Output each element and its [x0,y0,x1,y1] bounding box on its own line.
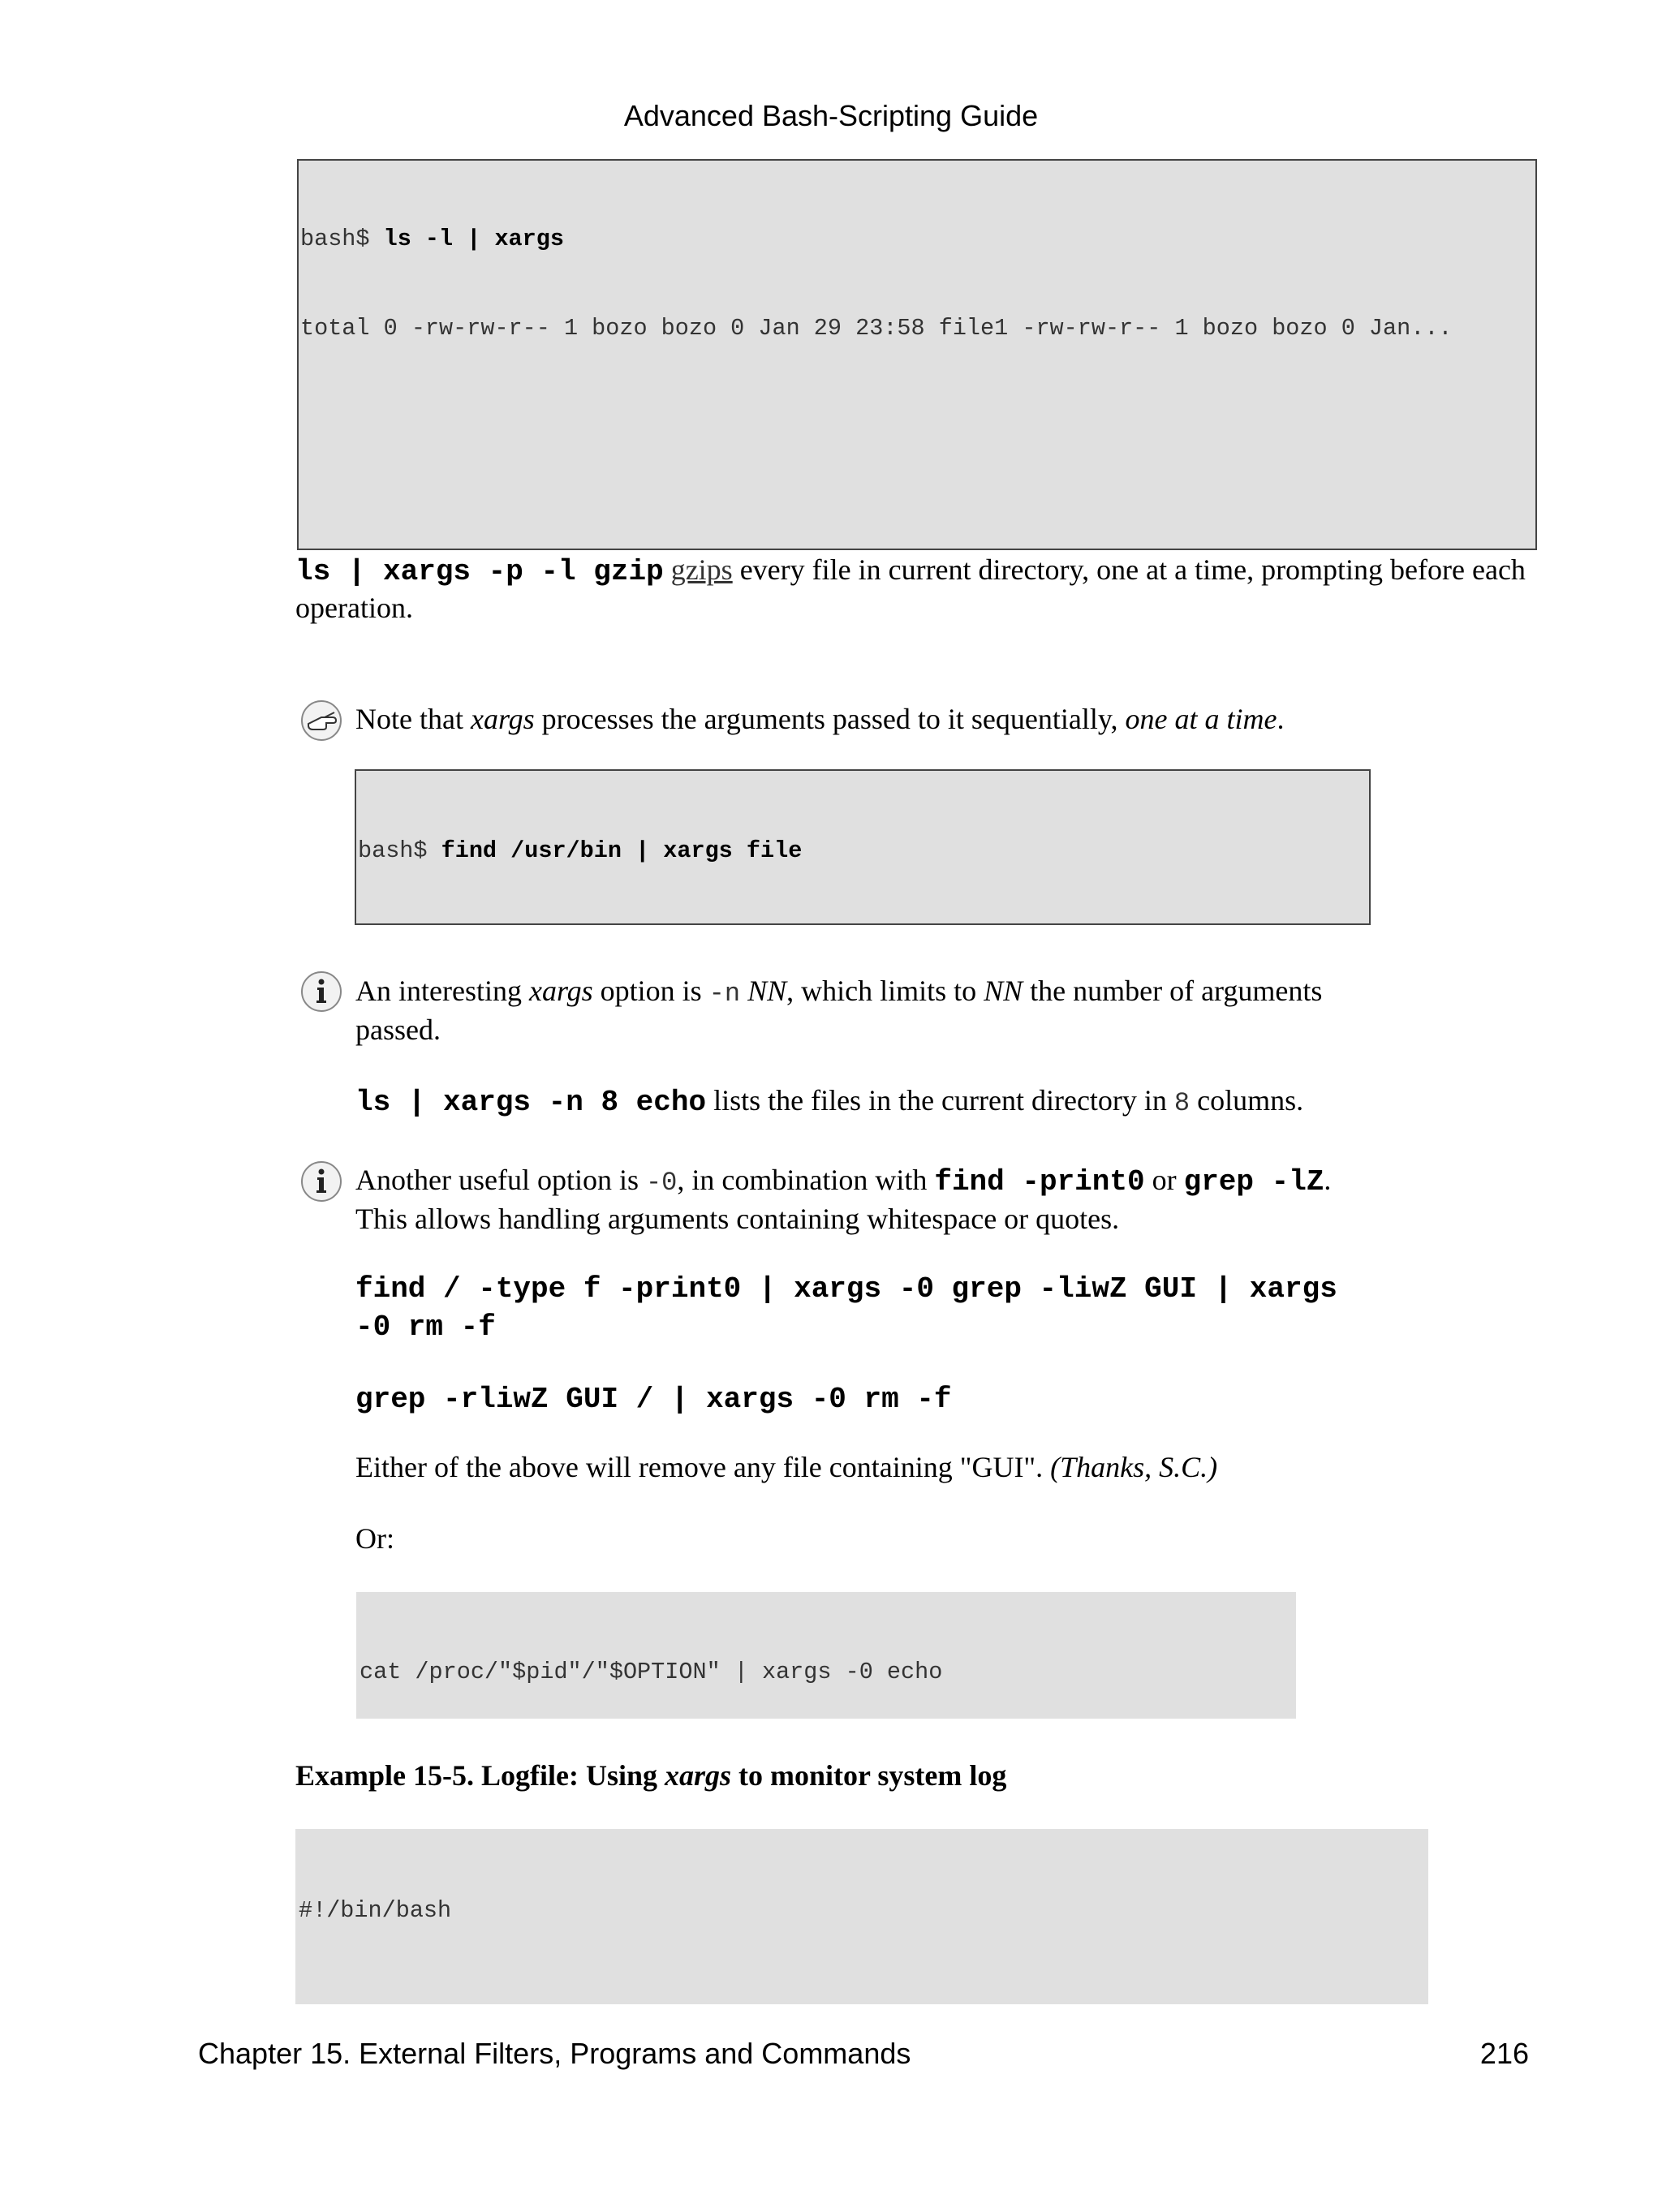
prompt: bash$ [358,837,441,864]
command-block [355,1269,1410,1345]
inline-code: -n [708,979,741,1009]
gzips-link[interactable]: gzips [670,553,733,586]
text: . [1277,703,1285,735]
example-title [295,1758,1006,1793]
emphasis: NN [984,975,1023,1007]
text: lists the files in the current directory in [706,1084,1174,1117]
emphasis: xargs [528,975,593,1007]
command: find /usr/bin | xargs file [441,837,803,864]
command-block [355,1379,1410,1418]
xargs-p-paragraph [295,552,1545,626]
screen-line: #!/bin/bash [299,1897,452,1924]
text: Another useful option is [355,1164,646,1196]
note-n-example [355,1082,1540,1121]
emphasis: xargs [665,1759,732,1792]
command-inline: ls | xargs -n 8 echo [355,1086,707,1119]
text: Example 15-5. Logfile: Using [295,1759,665,1792]
inline-code: 8 [1173,1088,1191,1118]
code-screen-logfile-script [295,1829,1428,2004]
screen-line [358,837,1367,867]
command-line: find / -type f -print0 | xargs -0 grep -liwZ GUI | xargs [355,1272,1337,1306]
screen-line [300,225,1534,255]
info-icon [300,1160,342,1203]
note-sequential [355,701,1540,737]
text: columns. [1190,1084,1304,1117]
or-paragraph: Or: [355,1522,394,1555]
command-line: grep -rliwZ GUI / | xargs -0 rm -f [355,1383,952,1416]
screen-line: cat /proc/"$pid"/"$OPTION" | xargs -0 echo [360,1659,943,1685]
prompt: bash$ [300,226,384,252]
screen-line [300,402,1534,433]
running-header: Advanced Bash-Scripting Guide [623,99,1039,132]
either-paragraph [355,1449,1492,1485]
code-screen-cat-proc [356,1592,1296,1719]
screen-line: total 0 -rw-rw-r-- 1 bozo bozo 0 Jan 29 23:58 file1 -rw-rw-r-- 1 bozo bozo 0 Jan... [300,314,1453,342]
emphasis: (Thanks, S.C.) [1050,1451,1218,1483]
text: Either of the above will remove any file containing "GUI". [355,1451,1051,1483]
text: , in combination with [677,1164,935,1196]
note-zero-option [355,1162,1378,1237]
text: . This allows handling arguments containing whitespace or quotes. [355,1164,1332,1235]
emphasis: xargs [470,703,535,735]
text: the number of arguments passed. [355,975,1323,1046]
footer-chapter: Chapter 15. External Filters, Programs and Commands [198,2037,911,2070]
text: An interesting [355,975,529,1007]
info-icon [300,970,342,1013]
text: Note that [355,703,471,735]
emphasis: one at a time [1125,703,1277,735]
paragraph-text: every file in current directory, one at a time, prompting before each operation. [295,553,1526,624]
emphasis: NN [747,975,787,1007]
command-line: -0 rm -f [355,1310,496,1344]
text: processes the arguments passed to it sequentially, [534,703,1126,735]
code-screen-ls-find [297,159,1537,550]
inline-code: -0 [645,1168,678,1198]
command-inline: find -print0 [934,1165,1145,1199]
command-inline: ls | xargs -p -l gzip [295,555,664,588]
text: or [1144,1164,1184,1196]
text: option is [592,975,709,1007]
page-number: 216 [1479,2037,1529,2070]
text: , which limits to [786,975,984,1007]
screen-line [300,492,1534,522]
note-hand-icon [300,699,342,742]
text: to monitor system log [731,1759,1007,1792]
code-screen-find-file [355,769,1371,925]
note-n-option [355,973,1378,1048]
screen-line [299,1986,1425,2005]
command-inline: grep -lZ [1183,1165,1324,1199]
command: ls -l | xargs [383,226,564,252]
